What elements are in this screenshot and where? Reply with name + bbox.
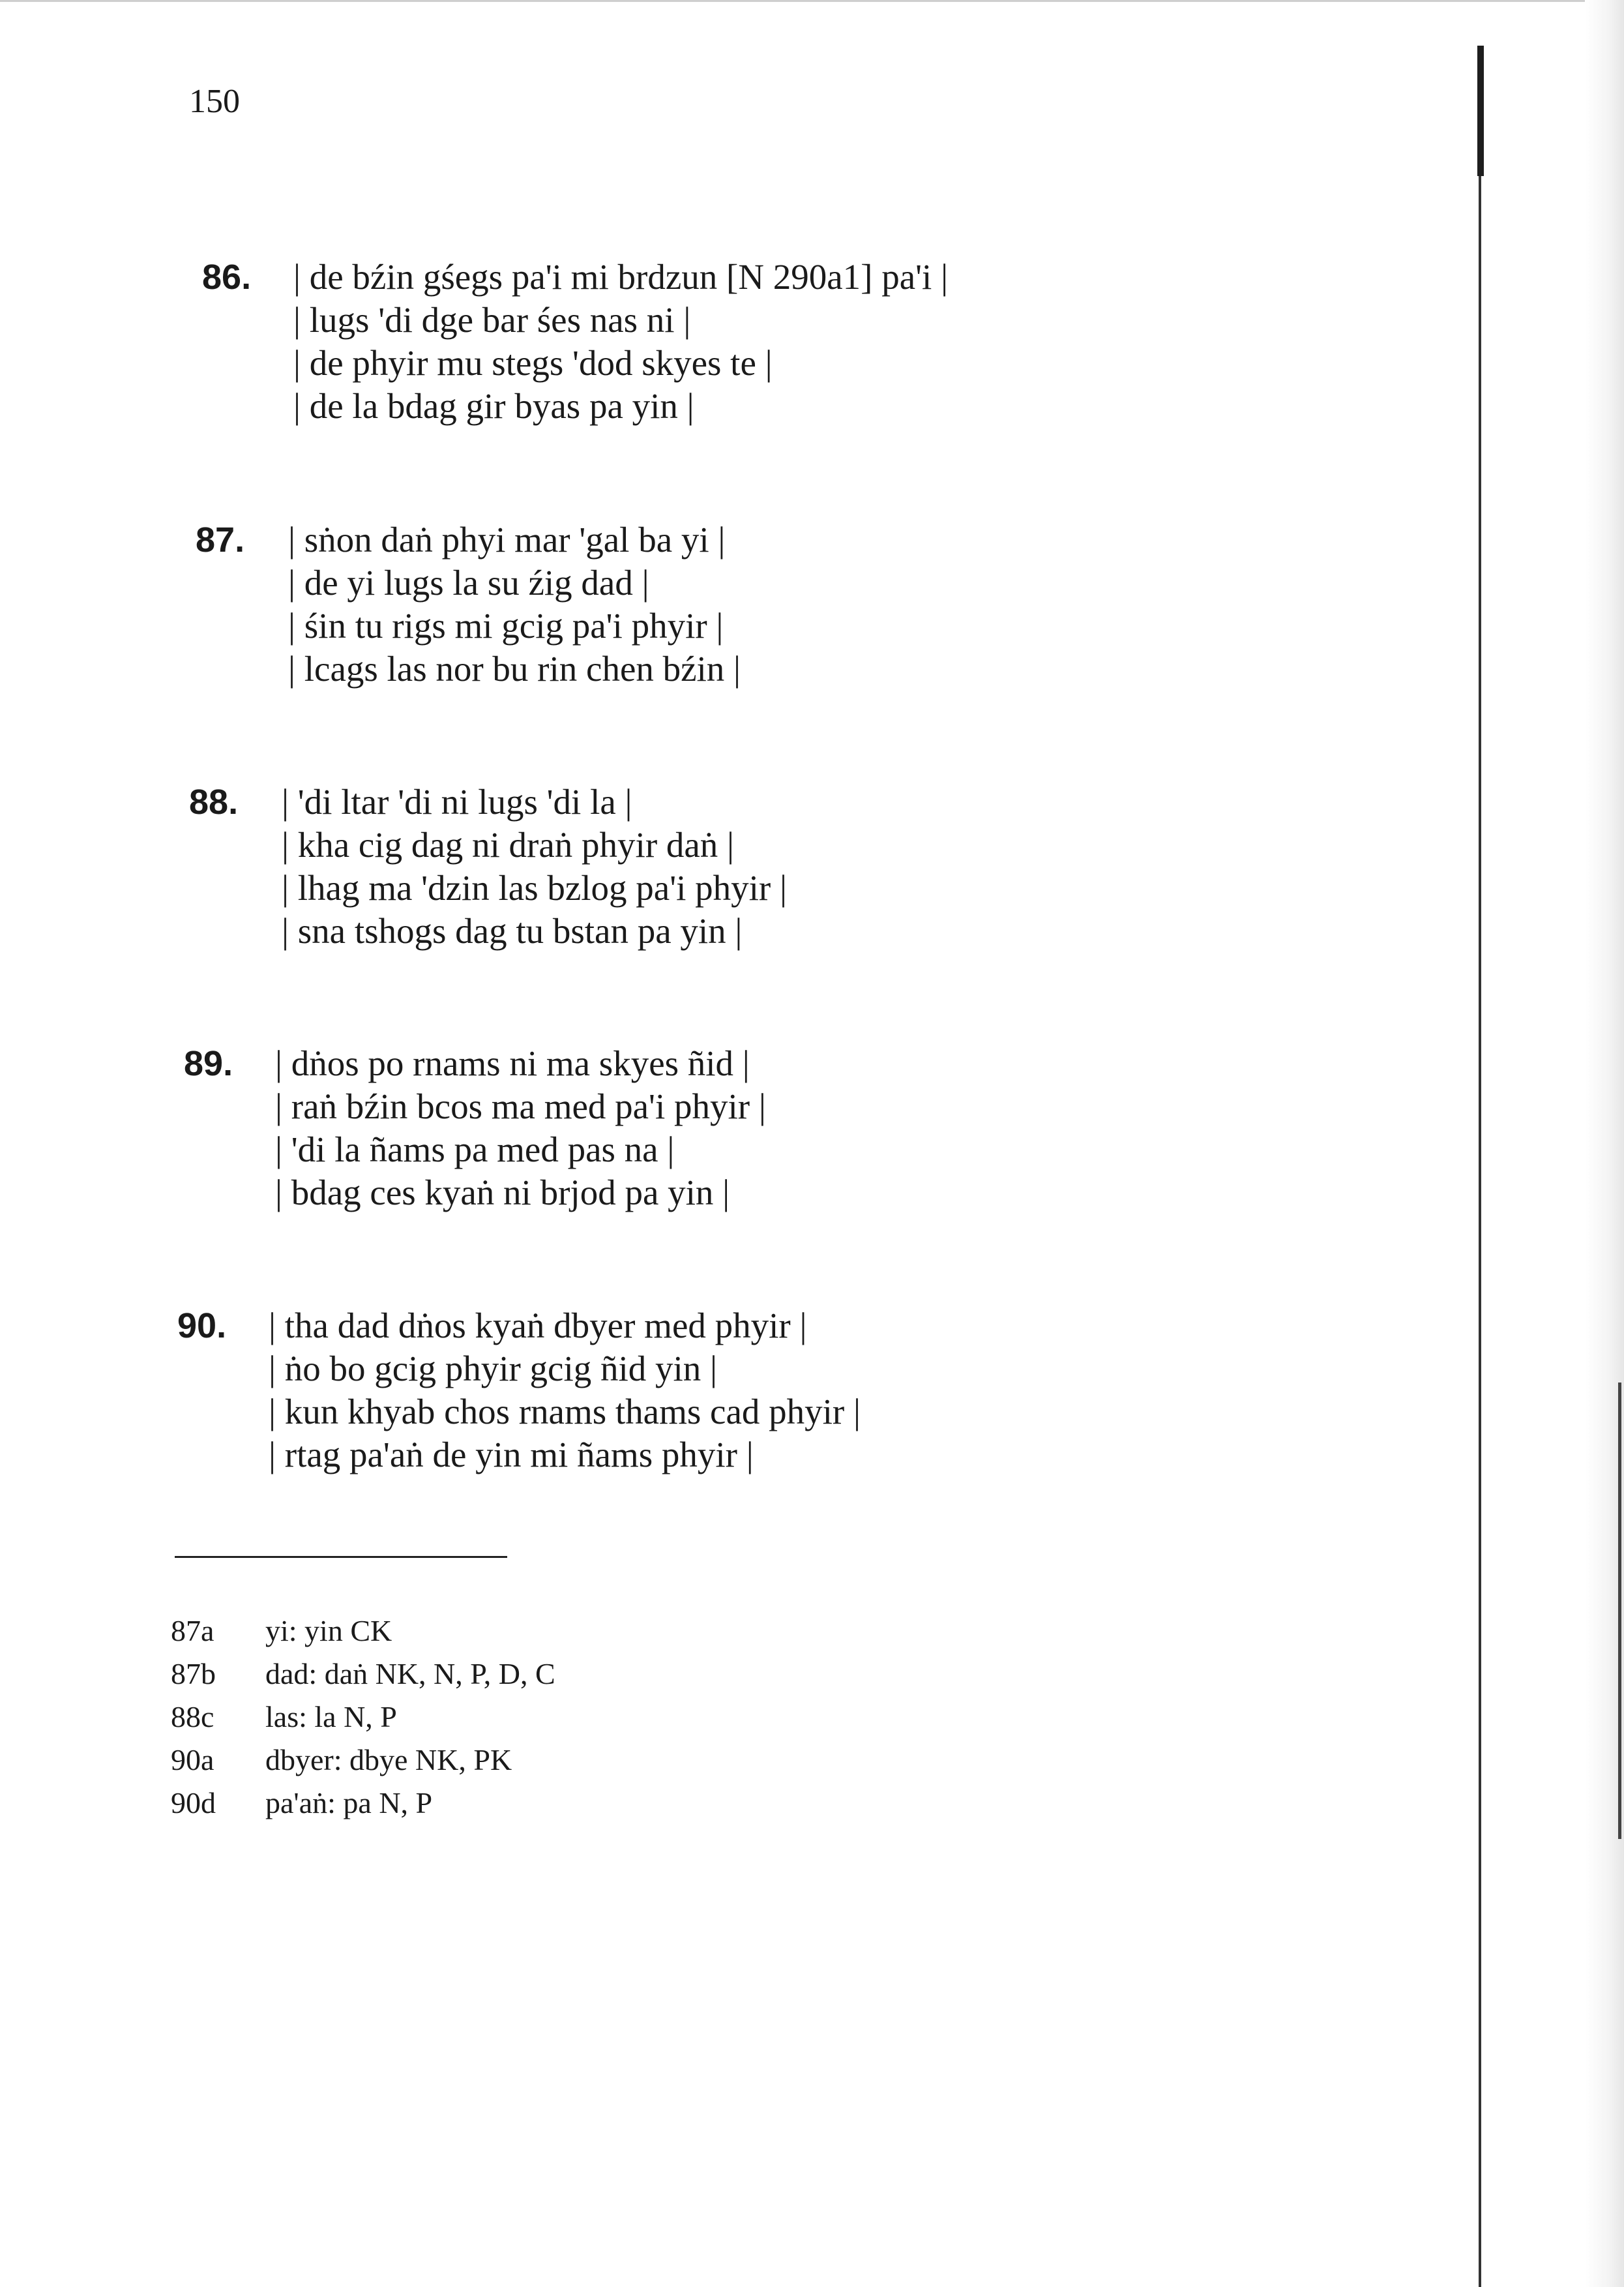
- verse-line: | ṅo bo gcig phyir gcig ñid yin |: [269, 1349, 718, 1388]
- verse-line: | de phyir mu stegs 'dod skyes te |: [293, 343, 773, 383]
- footnote-ref: 87b: [171, 1657, 216, 1690]
- scan-top-edge: [0, 0, 1624, 2]
- footnote: [171, 1696, 555, 1739]
- verse-line: | de yi lugs la su źig dad |: [288, 563, 649, 603]
- footnote-ref: 87a: [171, 1614, 214, 1647]
- footnote-divider: [175, 1556, 507, 1558]
- footnote-ref: 90a: [171, 1743, 214, 1776]
- verse-line: | bdag ces kyaṅ ni brjod pa yin |: [275, 1173, 730, 1212]
- verse-line: | śin tu rigs mi gcig pa'i phyir |: [288, 606, 724, 646]
- verse-line: | raṅ bźin bcos ma med pa'i phyir |: [275, 1086, 766, 1126]
- verse-number: 86.: [202, 258, 252, 297]
- verse-lines: [275, 1042, 766, 1214]
- verse-line: | 'di la ñams pa med pas na |: [275, 1129, 675, 1169]
- footnote-ref: 90d: [171, 1786, 216, 1819]
- verse-line: | de la bdag gir byas pa yin |: [293, 386, 694, 426]
- footnote: [171, 1609, 555, 1652]
- verse-line: | sna tshogs dag tu bstan pa yin |: [282, 911, 743, 951]
- verse-number: 88.: [189, 783, 239, 822]
- footnotes: [171, 1609, 555, 1825]
- scan-gutter-shadow: [1585, 0, 1624, 2287]
- verse-lines: [293, 256, 948, 428]
- verse-lines: [282, 781, 787, 953]
- verse-line: | kha cig dag ni draṅ phyir daṅ |: [282, 825, 735, 865]
- verse-line: | de bźin gśegs pa'i mi brdzun [N 290a1] pa'i |: [293, 257, 949, 297]
- footnote-text: las: la N, P: [265, 1700, 397, 1733]
- verse-line: | lugs 'di dge bar śes nas ni |: [293, 300, 691, 340]
- verse-number: 90.: [177, 1306, 227, 1345]
- verse-lines: [269, 1304, 861, 1476]
- verse-line: | lcags las nor bu rin chen bźin |: [288, 649, 741, 689]
- verse-line: | 'di ltar 'di ni lugs 'di la |: [282, 782, 632, 822]
- footnote: [171, 1652, 555, 1696]
- footnote-text: dad: daṅ NK, N, P, D, C: [265, 1657, 555, 1690]
- scan-gutter-line: [1479, 46, 1481, 2287]
- verse-line: | kun khyab chos rnams thams cad phyir |: [269, 1392, 861, 1431]
- footnote-text: pa'aṅ: pa N, P: [265, 1786, 433, 1819]
- footnote: [171, 1739, 555, 1782]
- verse-line: | tha dad dṅos kyaṅ dbyer med phyir |: [269, 1306, 807, 1345]
- footnote-ref: 88c: [171, 1700, 214, 1733]
- scan-gutter-line-thick: [1477, 46, 1484, 176]
- footnote-text: yi: yin CK: [265, 1614, 392, 1647]
- footnote-text: dbyer: dbye NK, PK: [265, 1743, 512, 1776]
- verse-number: 87.: [196, 520, 245, 560]
- footnote: [171, 1782, 555, 1825]
- page-number: 150: [189, 83, 240, 120]
- verse-line: | dṅos po rnams ni ma skyes ñid |: [275, 1043, 750, 1083]
- verse-line: | lhag ma 'dzin las bzlog pa'i phyir |: [282, 868, 787, 908]
- scan-edge-line: [1618, 1383, 1621, 1839]
- verse-number: 89.: [184, 1044, 233, 1083]
- verse-line: | sṅon daṅ phyi mar 'gal ba yi |: [288, 520, 726, 560]
- verse-line: | rtag pa'aṅ de yin mi ñams phyir |: [269, 1435, 754, 1474]
- verse-lines: [288, 518, 741, 691]
